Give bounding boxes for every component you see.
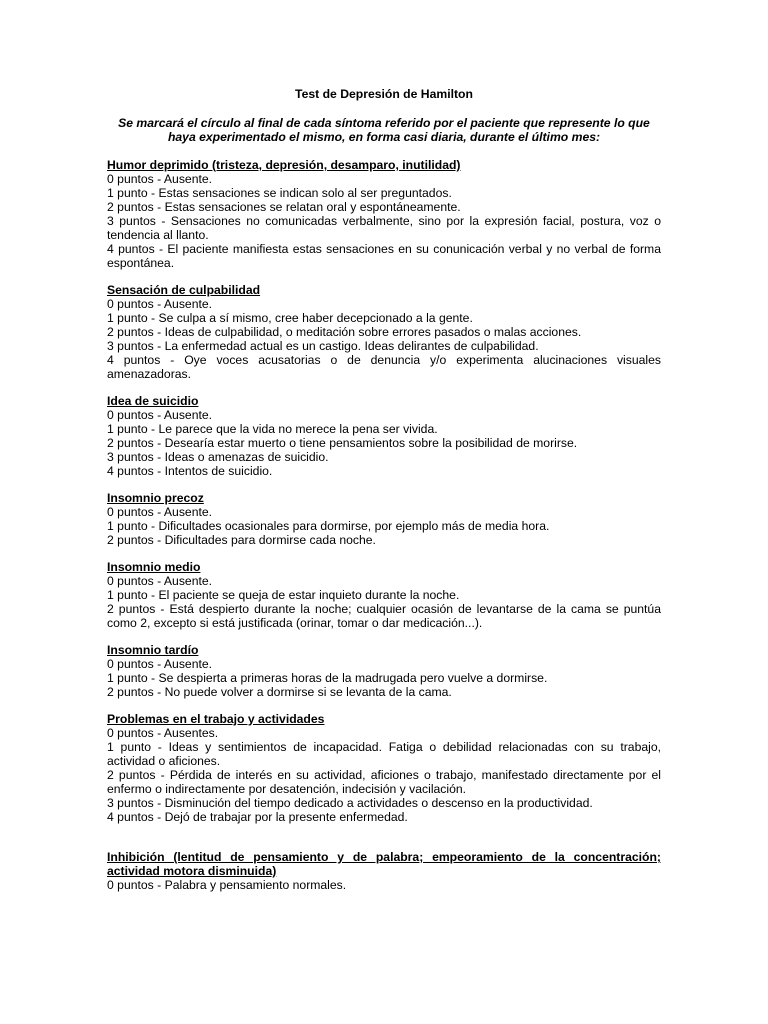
section-insomnio-precoz [107,491,661,547]
section-culpabilidad [107,283,661,381]
list-item: 0 puntos - Ausente. [107,574,213,588]
list-item: 4 puntos - El paciente manifiesta estas sensaciones en su conunicación verbal y no verbal de forma espontánea. [107,242,661,270]
list-item: 4 puntos - Intentos de suicidio. [107,464,273,478]
list-item: 3 puntos - La enfermedad actual es un castigo. Ideas delirantes de culpabilidad. [107,339,539,353]
document-intro: Se marcará el círculo al final de cada síntoma referido por el paciente que represente lo que haya experimentado el mismo, en forma casi diaria, durante el último mes: [118,116,650,144]
list-item: 2 puntos - Estas sensaciones se relatan oral y espontáneamente. [107,200,461,214]
list-item: 0 puntos - Palabra y pensamiento normales. [107,878,347,892]
list-item: 0 puntos - Ausente. [107,657,213,671]
list-item: 0 puntos - Ausentes. [107,726,219,740]
list-item: 1 punto - Se despierta a primeras horas de la madrugada pero vuelve a dormirse. [107,671,548,685]
document-title: Test de Depresión de Hamilton [295,87,473,101]
list-item: 2 puntos - Pérdida de interés en su actividad, aficiones o trabajo, manifestado directamente por el enfermo o indirectamente por desatención, indecisión y vacilación. [107,768,661,796]
list-item: 4 puntos - Dejó de trabajar por la presente enfermedad. [107,810,408,824]
section-title: Sensación de culpabilidad [107,283,261,297]
section-title: Insomnio medio [107,560,201,574]
section-title: Humor deprimido (tristeza, depresión, desamparo, inutilidad) [107,158,461,172]
list-item: 1 punto - Estas sensaciones se indican solo al ser preguntados. [107,186,452,200]
list-item: 2 puntos - Está despierto durante la noche; cualquier ocasión de levantarse de la cama se puntúa como 2, excepto si está justificada (orinar, tomar o dar medicación...). [107,602,661,630]
section-title: Idea de suicidio [107,394,199,408]
section-humor-deprimido [107,158,661,270]
section-title: Problemas en el trabajo y actividades [107,712,325,726]
list-item: 1 punto - Se culpa a sí mismo, cree haber decepcionado a la gente. [107,311,473,325]
list-item: 0 puntos - Ausente. [107,297,213,311]
section-idea-suicidio [107,394,661,478]
list-item: 3 puntos - Ideas o amenazas de suicidio. [107,450,329,464]
section-title: Insomnio tardío [107,643,199,657]
list-item: 1 punto - Dificultades ocasionales para dormirse, por ejemplo más de media hora. [107,519,550,533]
section-inhibicion [107,850,661,892]
list-item: 3 puntos - Disminución del tiempo dedicado a actividades o descenso en la productividad. [107,796,593,810]
section-trabajo-actividades [107,712,661,824]
section-insomnio-medio [107,560,661,630]
list-item: 4 puntos - Oye voces acusatorias o de denuncia y/o experimenta alucinaciones visuales amenazadoras. [107,353,661,381]
list-item: 2 puntos - Ideas de culpabilidad, o meditación sobre errores pasados o malas acciones. [107,325,582,339]
list-item: 2 puntos - Dificultades para dormirse cada noche. [107,533,376,547]
section-title: Insomnio precoz [107,491,204,505]
list-item: 0 puntos - Ausente. [107,505,213,519]
section-title: Inhibición (lentitud de pensamiento y de palabra; empeoramiento de la concentración; actividad motora disminuida) [107,850,661,878]
list-item: 3 puntos - Sensaciones no comunicadas verbalmente, sino por la expresión facial, postura, voz o tendencia al llanto. [107,214,661,242]
list-item: 1 punto - Ideas y sentimientos de incapacidad. Fatiga o debilidad relacionadas con su trabajo, actividad o aficiones. [107,740,661,768]
list-item: 1 punto - Le parece que la vida no merece la pena ser vivida. [107,422,438,436]
section-insomnio-tardio [107,643,661,699]
list-item: 2 puntos - Desearía estar muerto o tiene pensamientos sobre la posibilidad de morirse. [107,436,578,450]
list-item: 0 puntos - Ausente. [107,408,213,422]
list-item: 1 punto - El paciente se queja de estar inquieto durante la noche. [107,588,460,602]
list-item: 2 puntos - No puede volver a dormirse si se levanta de la cama. [107,685,452,699]
list-item: 0 puntos - Ausente. [107,172,213,186]
